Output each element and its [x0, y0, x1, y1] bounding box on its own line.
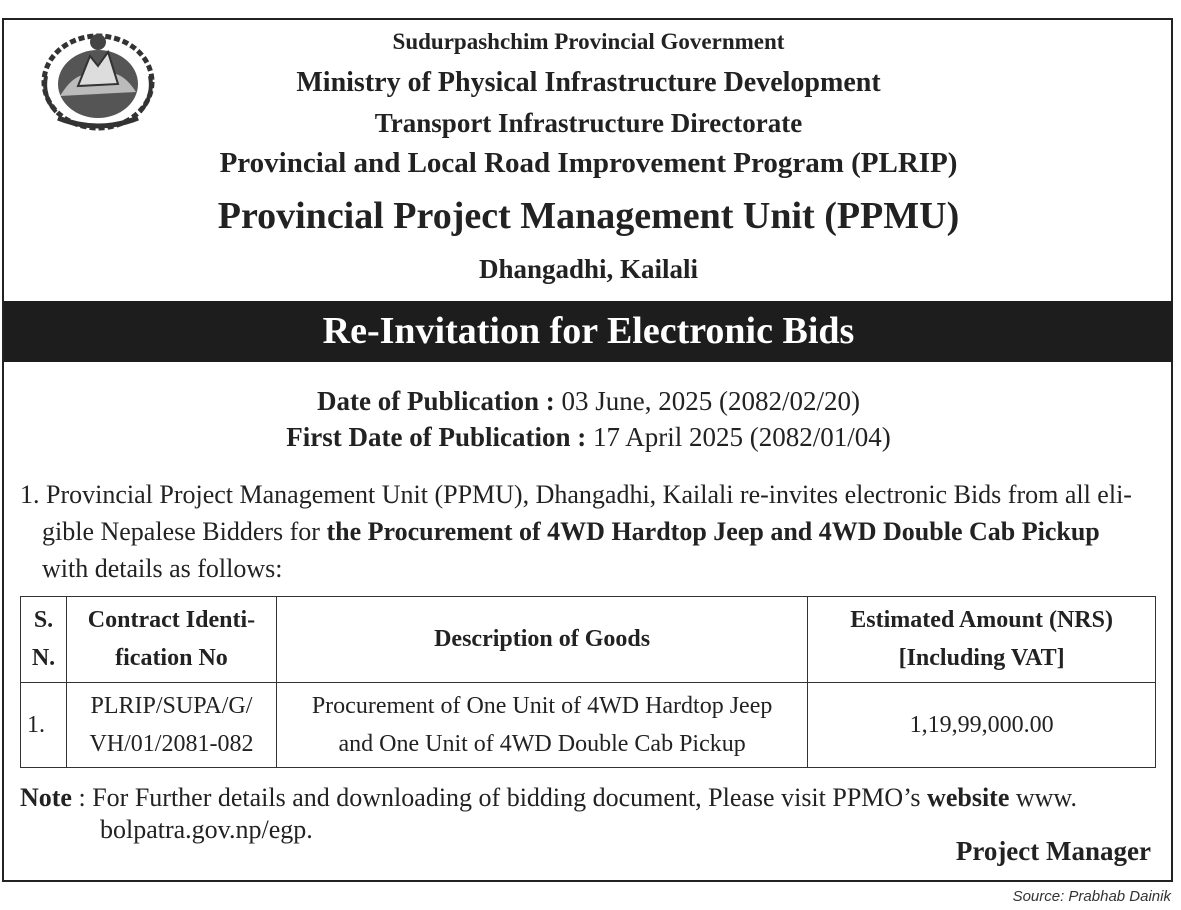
signature-project-manager: Project Manager	[955, 836, 1151, 866]
header-line-2: Ministry of Physical Infrastructure Development	[296, 67, 881, 98]
publication-date-label: Date of Publication :	[317, 386, 555, 416]
note-text: : For Further details and downloading of bidding document, Please visit PPMO’s	[71, 783, 928, 812]
header-line-3: Transport Infrastructure Directorate	[374, 108, 803, 138]
note-text-end: www.	[1009, 783, 1078, 812]
note-url: bolpatra.gov.np/egp.	[100, 815, 313, 844]
table-row	[21, 682, 1156, 768]
row-contract-id: PLRIP/SUPA/G/ VH/01/2081-082	[66, 682, 276, 768]
header-contract-id: Contract Identi- fication No	[66, 597, 276, 683]
first-publication-date-label: First Date of Publication :	[286, 422, 587, 452]
header-line-4: Provincial and Local Road Improvement Program (PLRIP)	[219, 147, 958, 179]
header-line-5: Provincial Project Management Unit (PPMU)	[217, 195, 960, 237]
first-publication-date-value: 17 April 2025 (2082/01/04)	[586, 422, 891, 452]
bids-table	[20, 596, 1156, 768]
paragraph-line-2-text: gible Nepalese Bidders for	[42, 517, 327, 546]
publication-date	[0, 386, 1177, 417]
table-header-row	[21, 597, 1156, 683]
publication-date-value: 03 June, 2025 (2082/02/20)	[554, 386, 860, 416]
source-credit: Source: Prabhab Dainik	[1012, 888, 1171, 905]
header-line-6: Dhangadhi, Kailali	[478, 254, 699, 284]
header-line-1: Sudurpashchim Provincial Government	[392, 29, 785, 54]
header-estimated-amount: Estimated Amount (NRS) [Including VAT]	[808, 597, 1156, 683]
header-description: Description of Goods	[276, 597, 807, 683]
paragraph-line-3: with details as follows:	[42, 554, 283, 583]
paragraph-line-2-bold: the Procurement of 4WD Hardtop Jeep and 4WD Double Cab Pickup	[326, 517, 1100, 546]
row-description: Procurement of One Unit of 4WD Hardtop Jeep and One Unit of 4WD Double Cab Pickup	[276, 682, 807, 768]
first-publication-date	[0, 422, 1177, 453]
header-sn: S. N.	[21, 597, 67, 683]
row-sn: 1.	[21, 682, 67, 768]
paragraph-line-2	[42, 513, 1100, 550]
note-line-1	[20, 782, 1077, 814]
note-label: Note	[20, 783, 72, 812]
notice-title-banner: Re-Invitation for Electronic Bids	[4, 301, 1173, 362]
note-website-label: website	[927, 783, 1010, 812]
paragraph-line-1: 1. Provincial Project Management Unit (PPMU), Dhangadhi, Kailali re-invites electronic Bids from all eli-	[20, 480, 1132, 509]
row-amount: 1,19,99,000.00	[808, 682, 1156, 768]
